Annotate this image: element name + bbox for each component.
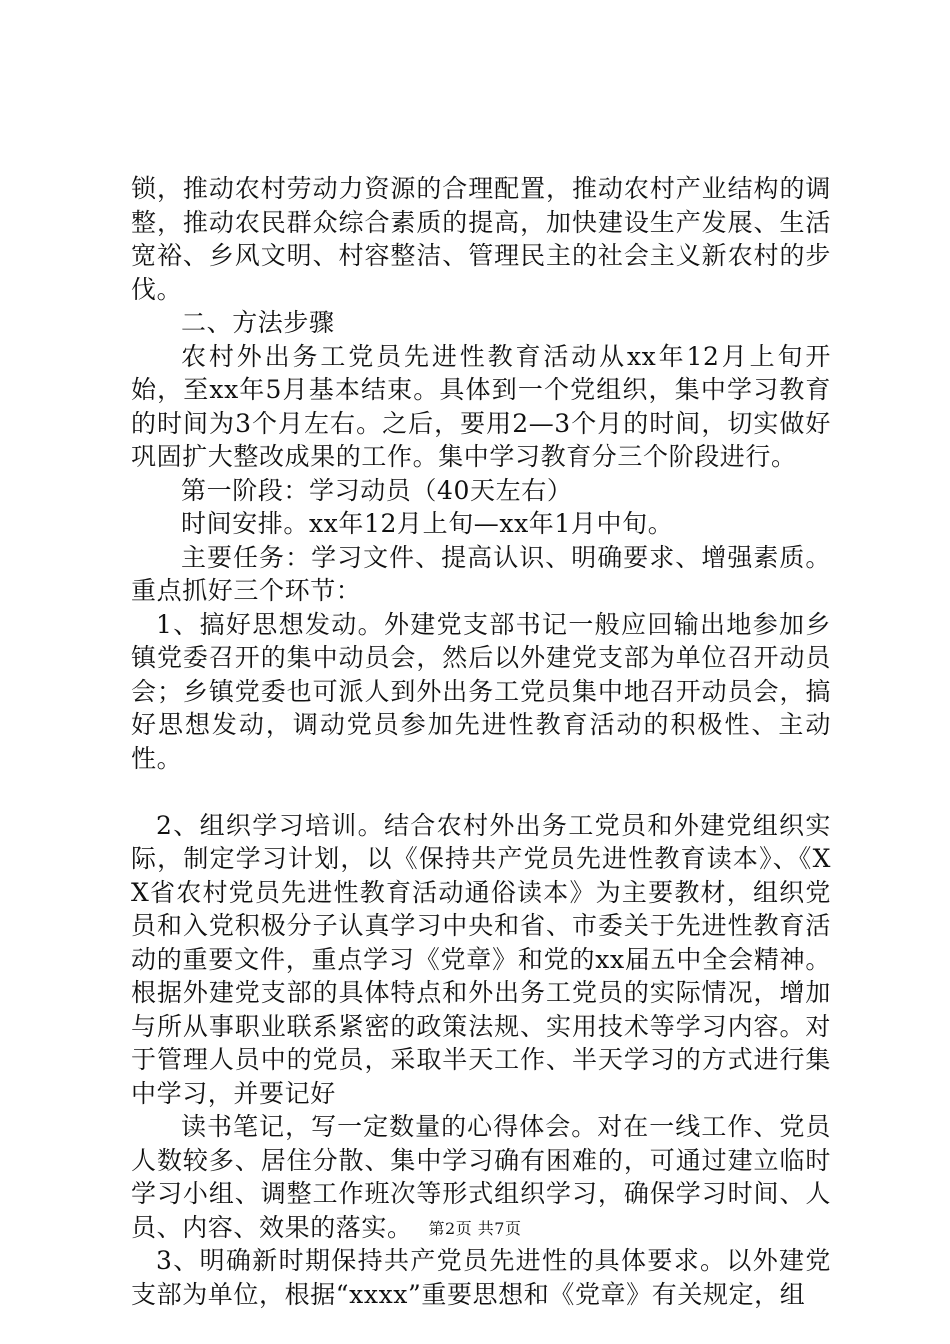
blank-line [131,775,831,809]
paragraph-main-tasks: 主要任务：学习文件、提高认识、明确要求、增强素质。重点抓好三个环节： [131,542,831,605]
document-body [131,172,831,1311]
stage-one-heading: 第一阶段：学习动员（40天左右） [181,475,573,505]
paragraph-schedule: 农村外出务工党员先进性教育活动从xx年12月上旬开始，至xx年5月基本结束。具体到一个党组织，集中学习教育的时间为3个月左右。之后，要用2—3个月的时间，切实做好巩固扩大整改成果的工作。集中学习教育分三个阶段进行。 [131,341,831,471]
list-item-mobilization: 1、搞好思想发动。外建党支部书记一般应回输出地参加乡镇党委召开的集中动员会，然后以外建党支部为单位召开动员会；乡镇党委也可派人到外出务工党员集中地召开动员会，搞好思想发动，调动党员参加先进性教育活动的积极性、主动性。 [131,609,831,773]
paragraph-continuation: 锁，推动农村劳动力资源的合理配置，推动农村产业结构的调整，推动农民群众综合素质的提高，加快建设生产发展、生活宽裕、乡风文明、村容整洁、管理民主的社会主义新农村的步伐。 [131,174,831,304]
page-footer: 第2页 共7页 [428,1219,522,1238]
paragraph-reading-notes: 读书笔记，写一定数量的心得体会。对在一线工作、党员人数较多、居住分散、集中学习确有困难的，可通过建立临时学习小组、调整工作班次等形式组织学习，确保学习时间、人员、内容、效果的落实。 [131,1112,831,1242]
list-item-training: 2、组织学习培训。结合农村外出务工党员和外建党组织实际，制定学习计划，以《保持共产党员先进性教育读本》、《XX省农村党员先进性教育活动通俗读本》为主要教材，组织党员和入党积极分子认真学习中央和省、市委关于先进性教育活动的重要文件，重点学习《党章》和党的xx届五中全会精神。根据外建党支部的具体特点和外出务工党员的实际情况，增加与所从事职业联系紧密的政策法规、实用技术等学习内容。对于管理人员中的党员，采取半天工作、半天学习的方式进行集中学习，并要记好 [131,810,831,1108]
section-heading-methods: 二、方法步骤 [181,308,335,337]
list-item-requirements: 3、明确新时期保持共产党员先进性的具体要求。以外建党支部为单位，根据“xxxx”重要思想和《党章》有关规定，组 [131,1246,831,1309]
paragraph-time-arrangement: 时间安排。xx年12月上旬—xx年1月中旬。 [181,509,674,538]
